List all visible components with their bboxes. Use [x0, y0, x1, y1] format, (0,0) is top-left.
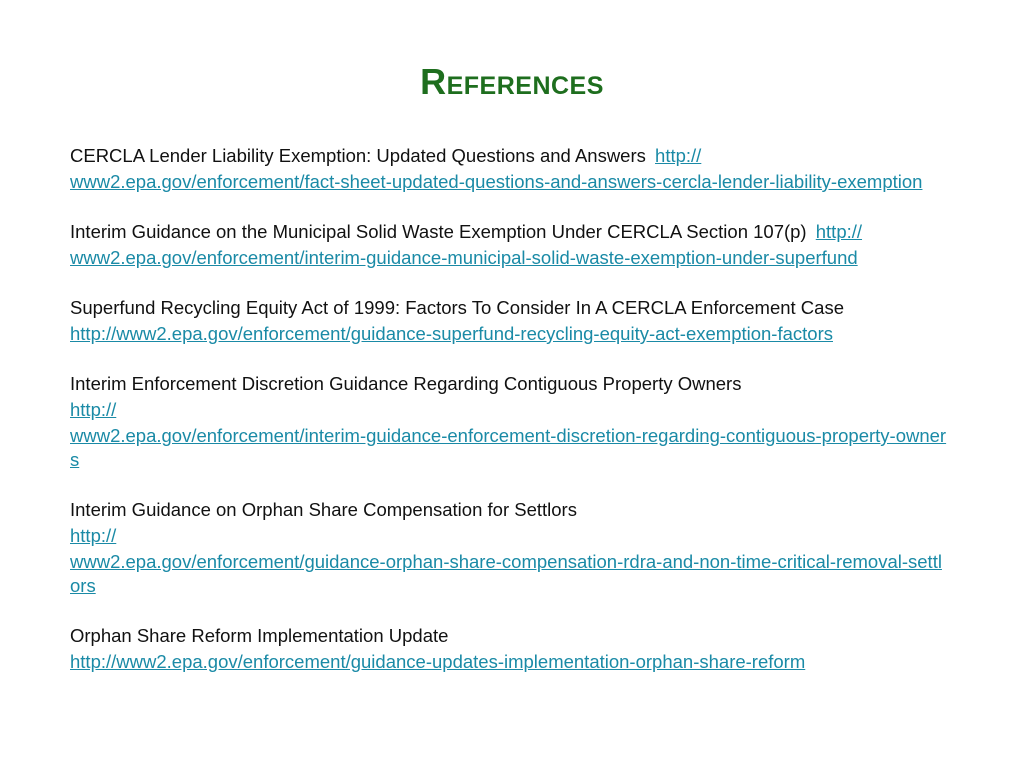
reference-item [70, 372, 950, 472]
reference-link-continued[interactable]: www2.epa.gov/enforcement/interim-guidance-municipal-solid-waste-exemption-under-superfund [70, 247, 858, 268]
references-list [70, 144, 950, 700]
reference-title: Orphan Share Reform Implementation Update [70, 625, 449, 646]
reference-title: Interim Guidance on the Municipal Solid Waste Exemption Under CERCLA Section 107(p) [70, 221, 807, 242]
reference-link-continued[interactable]: www2.epa.gov/enforcement/fact-sheet-updated-questions-and-answers-cercla-lender-liability-exemption [70, 171, 923, 192]
reference-link[interactable]: http:// [70, 399, 117, 420]
reference-title: Superfund Recycling Equity Act of 1999: Factors To Consider In A CERCLA Enforcement Case [70, 297, 844, 318]
reference-link[interactable]: http:// [70, 525, 117, 546]
reference-title: Interim Enforcement Discretion Guidance Regarding Contiguous Property Owners [70, 373, 742, 394]
reference-item [70, 144, 950, 194]
reference-item [70, 220, 950, 270]
reference-link[interactable]: http://www2.epa.gov/enforcement/guidance-updates-implementation-orphan-share-reform [70, 651, 806, 672]
reference-item [70, 296, 950, 346]
reference-title: Interim Guidance on Orphan Share Compensation for Settlors [70, 499, 577, 520]
reference-link[interactable]: http://www2.epa.gov/enforcement/guidance-superfund-recycling-equity-act-exemption-factors [70, 323, 833, 344]
reference-item [70, 624, 950, 674]
reference-link[interactable]: http:// [815, 221, 863, 242]
page-title: References [420, 61, 604, 102]
reference-link-continued[interactable]: www2.epa.gov/enforcement/interim-guidance-enforcement-discretion-regarding-contiguous-property-owners [70, 425, 947, 470]
reference-title: CERCLA Lender Liability Exemption: Updated Questions and Answers [70, 145, 646, 166]
reference-link[interactable]: http:// [655, 145, 702, 166]
reference-item [70, 498, 950, 598]
reference-link-continued[interactable]: www2.epa.gov/enforcement/guidance-orphan-share-compensation-rdra-and-non-time-critical-removal-settlors [70, 551, 942, 596]
